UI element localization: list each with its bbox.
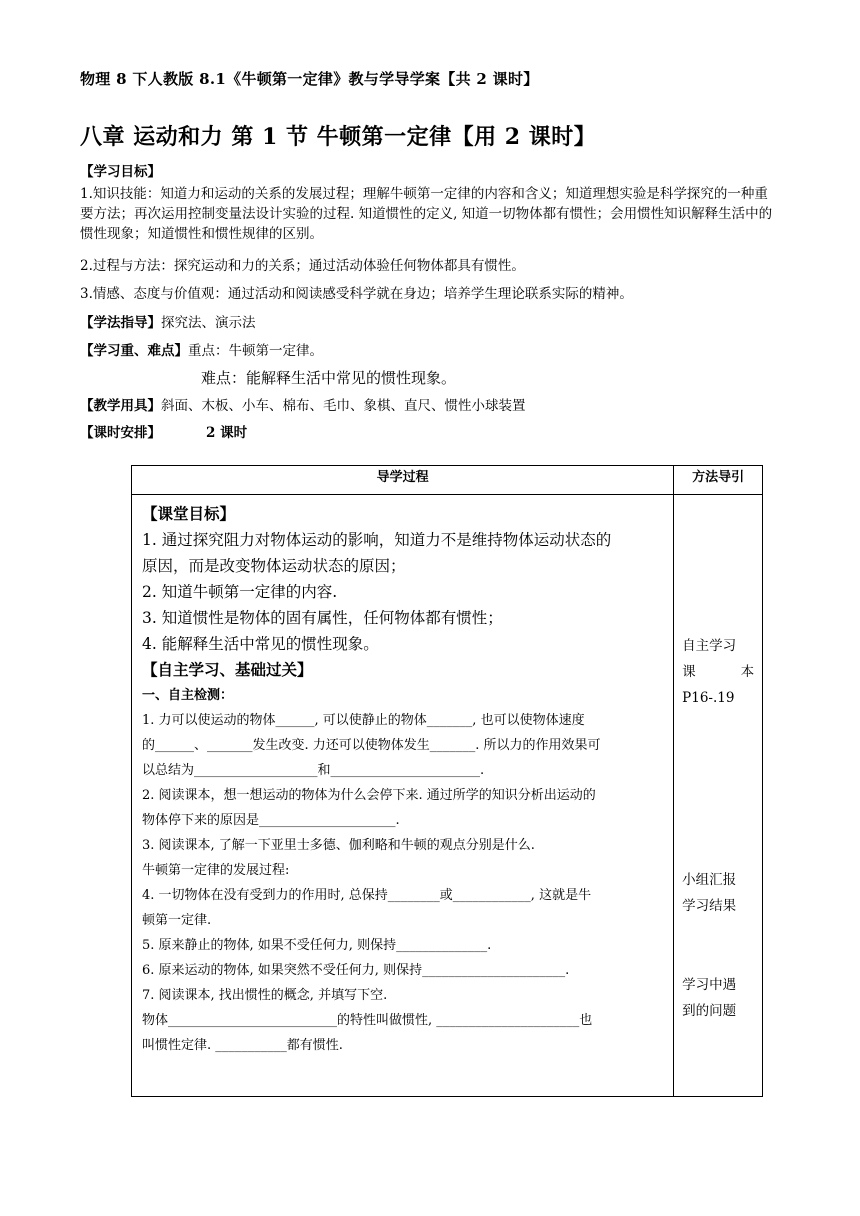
tools-label: 【教学用具】 [80, 398, 161, 414]
side-note-self-study-line2: 课 本 [682, 664, 755, 680]
table-header-row [132, 466, 763, 495]
class-goal-1b: 原因，而是改变物体运动状态的原因； [142, 557, 406, 575]
key-points-difficulty: 难点：能解释生活中常见的惯性现象。 [201, 369, 457, 387]
header-method-guide: 方法导引 [674, 466, 763, 495]
question-2a: 2. 阅读课本，想一想运动的物体为什么会停下来. 通过所学的知识分析出运动的 [142, 788, 596, 803]
side-note-problems [682, 972, 754, 1024]
question-6: 6. 原来运动的物体, 如果突然不受任何力, 则保持______________________. [142, 963, 570, 978]
side-note-self-study-line1: 自主学习 [682, 638, 737, 654]
objectives-heading: 【学习目标】 [80, 164, 161, 180]
schedule-label: 【课时安排】 [80, 425, 161, 441]
self-study-heading: 【自主学习、基础过关】 [142, 660, 313, 679]
side-note-self-study-line3: P16-.19 [682, 690, 735, 706]
key-points-focus: 重点：牛顿第一定律。 [188, 343, 323, 359]
tools-value: 斜面、木板、小车、棉布、毛巾、象棋、直尺、惯性小球装置 [161, 398, 526, 414]
class-goal-2: 2. 知道牛顿第一定律的内容. [142, 583, 338, 601]
key-points-label: 【学习重、难点】 [80, 343, 188, 359]
question-1a: 1. 力可以使运动的物体______, 可以使静止的物体_______, 也可以使物体速度 [142, 713, 585, 728]
class-goal-3: 3. 知道惯性是物体的固有属性，任何物体都有惯性； [142, 609, 503, 627]
objective-knowledge: 1.知识技能：知道力和运动的关系的发展过程；理解牛顿第一定律的内容和含义；知道理想实验是科学探究的一种重要方法；再次运用控制变量法设计实验的过程. 知道惯性的定义, 知道一切物体都有惯性；会用惯性知识解释生活中的惯性现象；知道惯性和惯性规律的区别。 [80, 186, 773, 242]
question-2b: 物体停下来的原因是_____________________. [142, 813, 400, 828]
method-label: 【学法指导】 [80, 315, 161, 331]
question-3b: 牛顿第一定律的发展过程: [142, 863, 290, 878]
question-4b: 顿第一定律. [142, 913, 212, 928]
objective-attitude: 3.情感、态度与价值观：通过活动和阅读感受科学就在身边；培养学生理论联系实际的精神。 [80, 286, 633, 302]
objective-process: 2.过程与方法：探究运动和力的关系；通过活动体验任何物体都具有惯性。 [80, 258, 525, 274]
question-7c: 叫惯性定律. ___________都有惯性. [142, 1038, 343, 1053]
question-4a: 4. 一切物体在没有受到力的作用时, 总保持________或____________, 这就是牛 [142, 888, 592, 903]
self-check-heading: 一、自主检测： [142, 688, 234, 703]
question-7b: 物体__________________________的特性叫做惯性, ______________________也 [142, 1013, 593, 1028]
class-goal-4: 4. 能解释生活中常见的惯性现象。 [142, 635, 379, 653]
question-1c: 以总结为___________________和_______________________. [142, 763, 485, 778]
question-3a: 3. 阅读课本, 了解一下亚里士多德、伽利略和牛顿的观点分别是什么. [142, 838, 535, 853]
method-guide-cell [674, 495, 763, 1097]
chapter-title: 八章 运动和力 第 1 节 牛顿第一定律【用 2 课时】 [80, 124, 597, 150]
document-title: 物理 8 下人教版 8.1《牛顿第一定律》教与学导学案【共 2 课时】 [80, 70, 539, 88]
side-note-problems-line1: 学习中遇 [682, 977, 737, 993]
side-note-group-report-line1: 小组汇报 [682, 872, 737, 888]
method-line [80, 313, 256, 333]
guide-process-cell [132, 495, 674, 1097]
class-goal-1a: 1. 通过探究阻力对物体运动的影响，知道力不是维持物体运动状态的 [142, 531, 612, 549]
table-body-row [132, 495, 763, 1097]
key-points-line [80, 341, 323, 361]
method-value: 探究法、演示法 [161, 315, 256, 331]
question-5: 5. 原来静止的物体, 如果不受任何力, 则保持______________. [142, 938, 492, 953]
guide-table [131, 465, 763, 1097]
class-goal-heading: 【课堂目标】 [142, 504, 236, 523]
header-guide-process: 导学过程 [132, 466, 674, 495]
tools-line [80, 396, 526, 416]
schedule-value: 2 课时 [206, 425, 248, 441]
side-note-group-report-line2: 学习结果 [682, 898, 737, 914]
side-note-self-study [682, 633, 754, 711]
question-7a: 7. 阅读课本, 找出惯性的概念, 并填写下空. [142, 988, 388, 1003]
side-note-group-report [682, 867, 754, 919]
side-note-problems-line2: 到的问题 [682, 1003, 737, 1019]
question-1b: 的______、_______发生改变. 力还可以使物体发生_______. 所以力的作用效果可 [142, 738, 601, 753]
